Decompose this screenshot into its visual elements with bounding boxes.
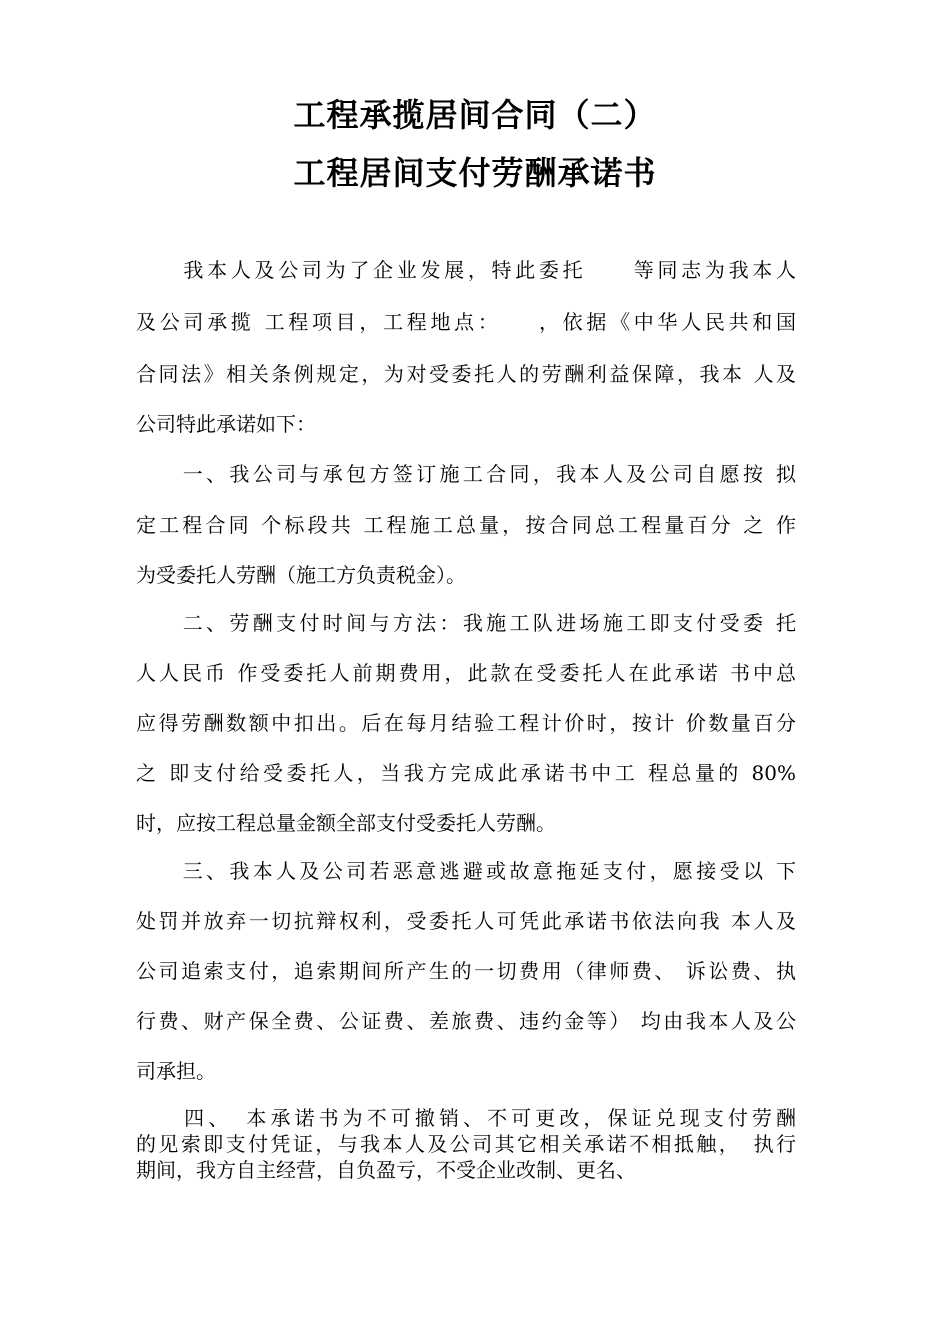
paragraph-line: 一、我公司与承包方签订施工合同，我本人及公司自愿按 拟: [136, 462, 796, 486]
paragraph-line: 三、我本人及公司若恶意逃避或故意拖延支付，愿接受以 下: [136, 859, 796, 883]
paragraph-line: 公司追索支付，追索期间所产生的一切费用（律师费、 诉讼费、执: [136, 959, 796, 983]
paragraph-line: 公司特此承诺如下：: [136, 412, 316, 436]
paragraph-line: 应得劳酬数额中扣出。后在每月结验工程计价时，按计 价数量百分: [136, 711, 796, 735]
document-title: 工程承揽居间合同（二）: [293, 96, 657, 134]
paragraph-line: 处罚并放弃一切抗辩权利，受委托人可凭此承诺书依法向我 本人及: [136, 909, 796, 933]
paragraph-line: 合同法》相关条例规定，为对受委托人的劳酬利益保障，我本 人及: [136, 362, 796, 386]
document-subtitle: 工程居间支付劳酬承诺书: [293, 154, 657, 192]
paragraph-line: 之 即支付给受委托人，当我方完成此承诺书中工 程总量的 80%: [136, 761, 796, 785]
paragraph-line: 时，应按工程总量金额全部支付受委托人劳酬。: [136, 811, 556, 835]
paragraph-line: 二、劳酬支付时间与方法：我施工队进场施工即支付受委 托: [136, 611, 796, 635]
paragraph-line: 四、 本承诺书为不可撤销、不可更改，保证兑现支付劳酬: [136, 1106, 796, 1130]
paragraph-line: 我本人及公司为了企业发展，特此委托 等同志为我本人: [136, 258, 796, 282]
paragraph-line: 期间，我方自主经营，自负盈亏，不受企业改制、更名、: [136, 1158, 636, 1182]
paragraph-line: 定工程合同 个标段共 工程施工总量，按合同总工程量百分 之 作: [136, 513, 796, 537]
paragraph-line: 司承担。: [136, 1059, 216, 1083]
paragraph-line: 为受委托人劳酬（施工方负责税金）。: [136, 563, 466, 587]
paragraph-line: 行费、财产保全费、公证费、差旅费、违约金等） 均由我本人及公: [136, 1009, 796, 1033]
paragraph-line: 的见索即支付凭证，与我本人及公司其它相关承诺不相抵触， 执行: [136, 1132, 796, 1156]
paragraph-line: 及公司承揽 工程项目，工程地点： ，依据《中华人民共和国: [136, 310, 796, 334]
paragraph-line: 人人民币 作受委托人前期费用，此款在受委托人在此承诺 书中总: [136, 661, 796, 685]
